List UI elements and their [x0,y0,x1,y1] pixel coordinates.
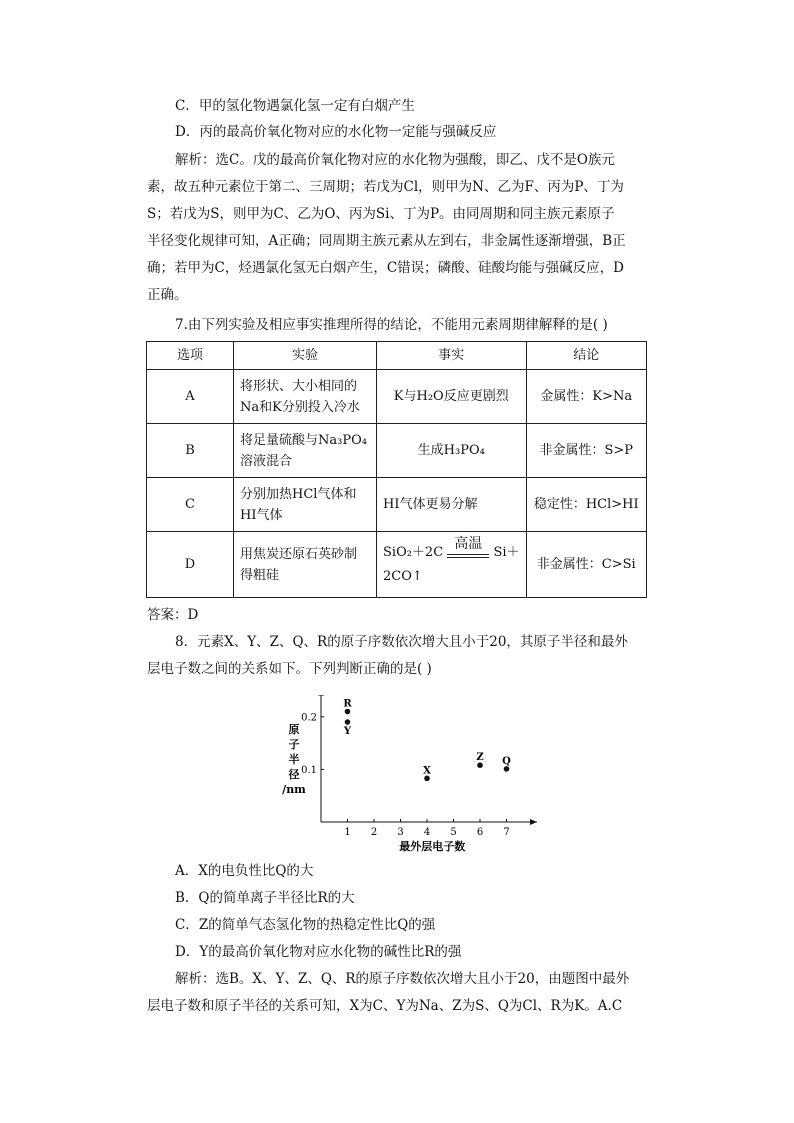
y-axis-label-char: 半 [288,753,300,766]
row-option: C [147,478,234,532]
exp-line: 分别加热HCl气体和 [240,486,357,502]
data-point-z [477,762,483,768]
table-row [147,478,647,532]
row-fact: 生成H₃PO₄ [377,424,527,478]
x-tick-label: 2 [370,827,378,838]
q7-table [146,341,647,598]
reaction-condition [447,534,489,558]
y-axis-arrow [318,695,324,696]
row-fact: HI气体更易分解 [377,478,527,532]
y-tick-label: 0.1 [301,764,317,776]
q8-option-a: A．X的电负性比Q的大 [175,863,314,879]
row-fact: K与H₂O反应更剧烈 [377,370,527,424]
q8-analysis-line-2: 层电子数和原子半径的关系可知，X为C、Y为Na、Z为S、Q为Cl、R为K。A.C [147,998,623,1014]
y-tick-label: 0.2 [301,712,317,724]
row-option: D [147,532,234,598]
point-label-y: Y [343,726,352,738]
x-tick-label: 1 [344,827,351,838]
q8-option-b: B．Q的简单离子半径比R的大 [175,890,355,906]
row-experiment [234,532,377,598]
header-conclusion: 结论 [526,342,646,370]
row-experiment [234,424,377,478]
data-point-q [504,766,510,772]
exp-line: 用焦炭还原石英砂制 [240,546,358,562]
q7-stem: 7.由下列实验及相应事实推理所得的结论，不能用元素周期律解释的是( ) [175,317,608,333]
x-axis-label: 最外层电子数 [399,840,466,853]
exp-line: HI气体 [240,507,283,523]
q8-option-d: D．Y的最高价氧化物对应水化物的碱性比R的强 [175,944,462,960]
eq-right: Si＋ [493,544,520,560]
row-conclusion: 稳定性：HCl>HI [526,478,646,532]
exp-line: Na和K分别投入冷水 [240,399,360,415]
x-tick-label: 5 [450,827,457,838]
row-option: B [147,424,234,478]
radius-chart [280,695,550,855]
exp-line: 将足量硫酸与Na₃PO₄ [240,432,367,448]
row-conclusion: 非金属性：S>P [526,424,646,478]
q8-option-c: C．Z的简单气态氢化物的热稳定性比Q的强 [175,917,436,933]
data-point-r [345,709,351,715]
row-fact-equation [377,532,527,598]
y-axis-label-char: /nm [282,783,306,796]
row-experiment [234,370,377,424]
table-header-row [147,342,647,370]
row-experiment [234,478,377,532]
q7-answer: 答案：D [147,607,199,623]
header-experiment: 实验 [234,342,377,370]
q8-analysis-line-1: 解析：选B。X、Y、Z、Q、R的原子序数依次增大且小于20，由题图中最外 [175,971,630,987]
q6-analysis-line-5: 确；若甲为C，烃遇氯化氢无白烟产生，C错误；磷酸、硅酸均能与强碱反应，D [147,260,624,276]
q8-stem-line-1: 8．元素X、Y、Z、Q、R的原子序数依次增大且小于20，其原子半径和最外 [175,634,628,650]
x-tick-label: 3 [397,827,404,838]
row-option: A [147,370,234,424]
eq-line-2: 2CO↑ [383,568,423,584]
x-tick-label: 6 [476,827,484,838]
data-point-x [424,776,430,782]
row-conclusion: 非金属性：C>Si [526,532,646,598]
q6-analysis-line-1: 解析：选C。戊的最高价氧化物对应的水化物为强酸，即乙、戊不是O族元 [175,152,615,168]
x-tick-label: 7 [503,827,510,838]
q6-analysis-line-4: 半径变化规律可知，A正确；同周期主族元素从左到右，非金属性逐渐增强，B正 [147,233,626,249]
reaction-arrow-line [447,554,489,558]
eq-left: SiO₂＋2C [383,544,444,560]
condition-text: 高温 [454,535,483,552]
header-option: 选项 [147,342,234,370]
q6-option-d: D．丙的最高价氧化物对应的水化物一定能与强碱反应 [175,124,497,140]
y-axis-label-char: 径 [288,768,300,781]
table-row [147,424,647,478]
exp-line: 得粗硅 [240,567,280,583]
x-tick-label: 4 [423,827,431,838]
exp-line: 将形状、大小相同的 [240,378,358,394]
q6-analysis-line-2: 素，故五种元素位于第二、三周期；若戊为Cl，则甲为N、乙为F、丙为P、丁为 [147,179,624,195]
q8-stem-line-2: 层电子数之间的关系如下。下列判断正确的是( ) [147,661,432,677]
q6-option-c: C．甲的氢化物遇氯化氢一定有白烟产生 [175,98,415,114]
y-axis-label-char: 原 [288,723,300,736]
point-label-z: Z [476,752,484,764]
x-axis-arrow [530,819,537,825]
table-row [147,370,647,424]
q6-analysis-line-3: S；若戊为S，则甲为C、乙为O、丙为Si、丁为P。由同周期和同主族元素原子 [147,206,615,222]
row-conclusion: 金属性：K>Na [526,370,646,424]
point-label-x: X [423,765,431,777]
y-axis-label-char: 子 [288,738,300,751]
point-label-q: Q [502,755,511,767]
q6-analysis-line-6: 正确。 [147,287,188,303]
header-fact: 事实 [377,342,527,370]
table-row [147,532,647,598]
data-point-y [345,719,351,725]
exp-line: 溶液混合 [240,453,293,469]
point-label-r: R [343,698,352,710]
